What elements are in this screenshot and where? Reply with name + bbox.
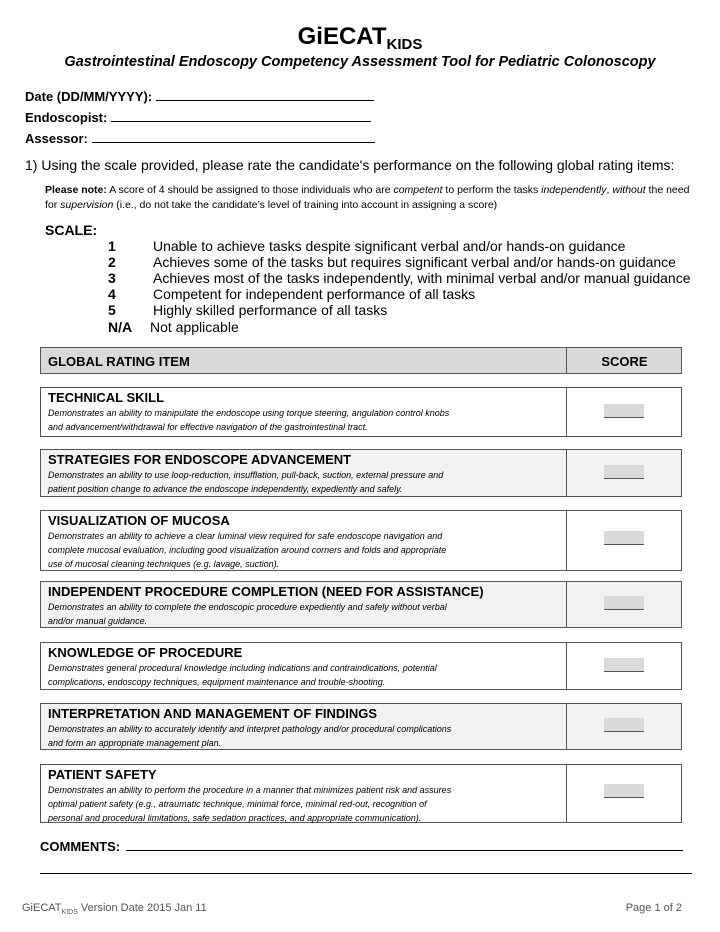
scale-num: 3: [108, 270, 116, 286]
scale-num: 4: [108, 286, 116, 302]
scale-num: N/A: [108, 319, 133, 335]
assessor-label: Assessor:: [25, 131, 88, 146]
scale-text: Not applicable: [150, 319, 239, 335]
score-cell: [566, 582, 682, 627]
rating-item-visualization: [40, 510, 682, 571]
scale-text: Achieves some of the tasks but requires significant verbal and/or hands-on guidance: [153, 254, 676, 270]
item-name: INTERPRETATION AND MANAGEMENT OF FINDINGS: [48, 706, 378, 721]
col-score-header: SCORE: [601, 354, 648, 369]
scale-row: [108, 286, 475, 302]
rating-item-strategies: [40, 449, 682, 497]
score-cell: [566, 643, 682, 689]
scale-num: 5: [108, 302, 116, 318]
item-desc: and/or manual guidance.: [48, 616, 148, 626]
item-desc: Demonstrates an ability to achieve a clear luminal view required for safe endoscope navigation and: [48, 531, 443, 541]
date-field[interactable]: [25, 89, 374, 104]
note-label: Please note:: [45, 184, 107, 196]
item-desc: and advancement/withdrawal for effective navigation of the gastrointestinal tract.: [48, 422, 368, 432]
item-desc: optimal patient safety (e.g., atraumatic technique, minimal force, minimal red-out, recognition of: [48, 799, 427, 809]
comments-field[interactable]: [40, 839, 683, 854]
scoring-note: Please note: A score of 4 should be assigned to those individuals who are competent to perform the tasks independently, without the need for supervision (i.e., do not take the candidate’s level of training into account in assigning a score): [45, 184, 690, 211]
endoscopist-field[interactable]: [25, 110, 371, 125]
item-desc: complications, endoscopy techniques, equipment maintenance and trouble-shooting.: [48, 677, 386, 687]
score-input[interactable]: [604, 658, 644, 672]
item-name: KNOWLEDGE OF PROCEDURE: [48, 645, 243, 660]
item-desc: Demonstrates an ability to perform the procedure in a manner that minimizes patient risk and assures: [48, 785, 452, 795]
comments-line[interactable]: [126, 839, 683, 851]
item-name: TECHNICAL SKILL: [48, 390, 165, 405]
scale-num: 1: [108, 238, 116, 254]
assessor-line[interactable]: [92, 131, 375, 143]
date-line[interactable]: [156, 89, 374, 101]
item-name: VISUALIZATION OF MUCOSA: [48, 513, 230, 528]
scale-heading: SCALE:: [45, 222, 98, 238]
item-desc: personal and procedural limitations, safe sedation practices, and appropriate communication).: [48, 813, 422, 823]
item-desc: Demonstrates an ability to manipulate the endoscope using torque steering, angulation control knobs: [48, 408, 450, 418]
form-subtitle: Gastrointestinal Endoscopy Competency Assessment Tool for Pediatric Colonoscopy: [64, 54, 656, 70]
table-header: [40, 347, 682, 374]
comments-label: COMMENTS:: [40, 839, 121, 854]
rating-item-independent-completion: [40, 581, 682, 628]
scale-row: [108, 302, 387, 318]
scale-num: 2: [108, 254, 116, 270]
rating-item-technical-skill: [40, 387, 682, 437]
item-desc: use of mucosal cleaning techniques (e.g. lavage, suction).: [48, 559, 280, 569]
score-cell: [566, 511, 682, 570]
comments-line-2[interactable]: [40, 873, 692, 874]
score-input[interactable]: [604, 784, 644, 798]
score-cell: [566, 450, 682, 496]
question-1: 1) Using the scale provided, please rate the candidate's performance on the following global rating items:: [25, 157, 675, 173]
item-desc: Demonstrates an ability to use loop-reduction, insufflation, pull-back, suction, external pressure and: [48, 470, 444, 480]
title-sub: KIDS: [386, 36, 423, 53]
footer-page-number: Page 1 of 2: [625, 902, 682, 914]
score-input[interactable]: [604, 531, 644, 545]
item-name: STRATEGIES FOR ENDOSCOPE ADVANCEMENT: [48, 452, 352, 467]
scale-text: Unable to achieve tasks despite significant verbal and/or hands-on guidance: [153, 238, 626, 254]
col-item-header: GLOBAL RATING ITEM: [48, 354, 190, 369]
rating-item-patient-safety: [40, 764, 682, 823]
rating-item-knowledge: [40, 642, 682, 690]
item-desc: Demonstrates an ability to accurately identify and interpret pathology and/or procedural complications: [48, 724, 452, 734]
item-name: PATIENT SAFETY: [48, 767, 157, 782]
score-input[interactable]: [604, 465, 644, 479]
item-desc: complete mucosal evaluation, including good visualization around corners and folds and appropriate: [48, 545, 447, 555]
scale-row: [108, 238, 625, 254]
item-desc: Demonstrates general procedural knowledge including indications and contraindications, potential: [48, 663, 437, 673]
item-desc: patient position change to advance the endoscope independently, expediently and safely.: [48, 484, 403, 494]
date-label: Date (DD/MM/YYYY):: [25, 89, 153, 104]
score-input[interactable]: [604, 718, 644, 732]
item-desc: and form an appropriate management plan.: [48, 738, 222, 748]
scale-row: [108, 270, 690, 286]
item-name: INDEPENDENT PROCEDURE COMPLETION (NEED FOR ASSISTANCE): [48, 584, 484, 599]
scale-row: [108, 319, 239, 335]
score-input[interactable]: [604, 404, 644, 418]
scale-row: [108, 254, 676, 270]
endoscopist-line[interactable]: [111, 110, 371, 122]
score-cell: [566, 765, 682, 822]
assessor-field[interactable]: [25, 131, 375, 146]
item-desc: Demonstrates an ability to complete the endoscopic procedure expediently and safely without verbal: [48, 602, 447, 612]
score-cell: [566, 704, 682, 749]
footer-version: GiECAT$_{KIDS}$ Version Date 2015 Jan 11: [22, 902, 207, 917]
score-cell: [566, 388, 682, 436]
score-input[interactable]: [604, 596, 644, 610]
scale-text: Achieves most of the tasks independently, with minimal verbal and/or manual guidance: [153, 270, 691, 286]
scale-text: Competent for independent performance of all tasks: [153, 286, 476, 302]
rating-item-interpretation: [40, 703, 682, 750]
endoscopist-label: Endoscopist:: [25, 110, 108, 125]
scale-text: Highly skilled performance of all tasks: [153, 302, 388, 318]
title-main: GiECAT: [297, 23, 387, 50]
